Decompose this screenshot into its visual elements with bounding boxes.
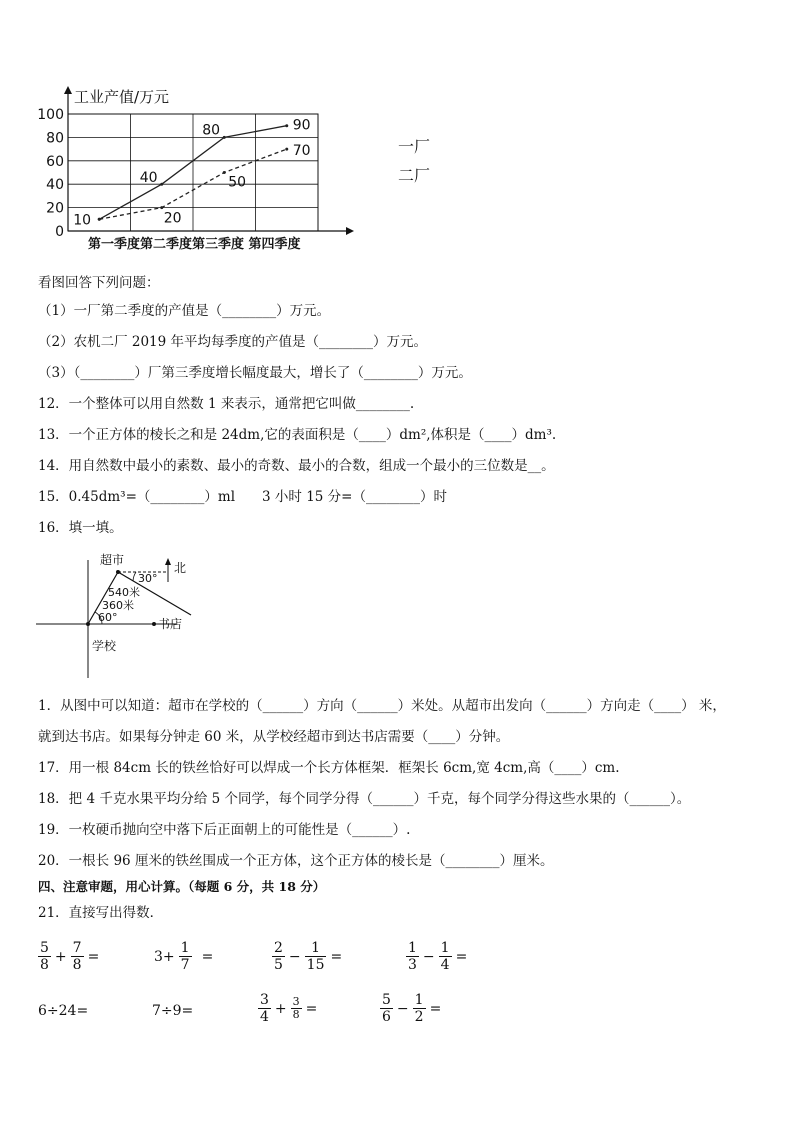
calc-expression-4: $\frac{1}{3}$ − $\frac{1}{4}$ = [408,940,468,973]
chart-point [285,124,288,127]
chart-point [98,218,101,221]
calc-expression-6: 7÷9= [152,1003,194,1019]
chart-x-category-labels: 第一季度第二季度第三季度 第四季度 [88,237,301,252]
chart-point [223,171,226,174]
direction-map [36,552,206,682]
question-intro: 看图回答下列问题： [38,275,160,291]
map-label-school: 学校 [92,639,117,653]
question-16: 16．填一填。 [38,520,123,536]
chart-data-label: 50 [228,174,247,191]
chart-ytick-label: 0 [55,224,64,240]
question-12: 12．一个整体可以用自然数 1 来表示，通常把它叫做________. [38,396,415,412]
fraction: $\frac{1}{2}$ [414,992,424,1025]
question-16-1-part-b: 就到达书店。如果每分钟走 60 米，从学校经超市到达书店需要（____）分钟。 [38,729,510,745]
chart-point [160,183,163,186]
fraction: $\frac{3}{8}$ [292,995,300,1021]
map-label-distance-540: 540米 [108,586,140,599]
question-19: 19．一枚硬币抛向空中落下后正面朝上的可能性是（______）. [38,822,411,838]
fraction: $\frac{1}{7}$ [180,940,190,973]
chart-ytick-label: 80 [46,130,64,147]
chart-point [285,148,288,151]
map-label-distance-360: 360米 [102,599,134,612]
map-label-bookstore: 书店 [158,617,183,631]
fraction: $\frac{5}{8}$ [40,940,49,973]
chart-data-label: 90 [292,117,311,134]
map-label-north: 北 [174,561,187,575]
calc-expression-7: $\frac{3}{4}$ + $\frac{3}{8}$ = [260,992,318,1025]
section-4-heading: 四、注意审题，用心计算。（每题 6 分，共 18 分） [38,879,326,894]
chart-data-label: 10 [73,212,92,229]
calc-expression-5: 6÷24= [38,1003,89,1019]
question-1-3: （3）（________）厂第三季度增长幅度最大，增长了（________）万元。 [38,365,472,381]
chart-ytick-label: 100 [37,107,64,123]
question-1-2: （2）农机二厂 2019 年平均每季度的产值是（________）万元。 [38,334,428,350]
chart-point [223,136,226,139]
calc-expression-2: 3+ $\frac{1}{7}$ = [154,940,214,973]
question-15: 15．0.45dm³=（________）ml 3 小时 15 分=（________）时 [38,489,447,505]
question-20: 20．一根长 96 厘米的铁丝围成一个正方体，这个正方体的棱长是（________）厘米。 [38,853,554,869]
chart-data-label: 80 [202,122,221,139]
fraction: $\frac{5}{6}$ [382,992,391,1025]
chart-y-axis-arrow [64,86,72,94]
fraction: $\frac{1}{3}$ [408,940,417,973]
chart-data-label: 20 [163,210,182,227]
fraction: $\frac{1}{15}$ [306,940,325,973]
chart-data-label: 40 [139,170,158,187]
map-label-angle-60: 60° [98,611,118,624]
map-label-angle-30: 30° [138,572,158,585]
fraction: $\frac{2}{5}$ [274,940,283,973]
chart-legend [398,136,458,186]
calc-expression-3: $\frac{2}{5}$ − $\frac{1}{15}$ = [274,940,343,973]
calc-expression-1: $\frac{5}{8}$ + $\frac{7}{8}$ = [40,940,100,973]
chart-ytick-label: 20 [46,200,64,217]
question-1-1: （1）一厂第二季度的产值是（________）万元。 [38,303,331,319]
question-21: 21．直接写出得数． [38,905,164,921]
question-14: 14．用自然数中最小的素数、最小的奇数、最小的合数，组成一个最小的三位数是__。 [38,458,555,474]
legend-label-factory1: 一厂 [398,137,431,156]
line-chart [30,84,410,254]
fraction: $\frac{1}{4}$ [440,940,450,973]
question-16-1-part-a: 1．从图中可以知道：超市在学校的（______）方向（______）米处。从超市出发向（______）方向走（____） 米， [38,698,726,714]
chart-ytick-label: 60 [46,153,64,170]
question-18: 18．把 4 千克水果平均分给 5 个同学，每个同学分得（______）千克，每个同学分得这些水果的（______）。 [38,791,691,807]
legend-label-factory2: 二厂 [398,166,431,185]
chart-x-axis-arrow [346,227,354,235]
chart-ytick-label: 40 [46,177,64,194]
chart-point [160,206,163,209]
calc-expression-8: $\frac{5}{6}$ − $\frac{1}{2}$ = [382,992,442,1025]
question-17: 17．用一根 84cm 长的铁丝恰好可以焊成一个长方体框架．框架长 6cm,宽 4cm,高（____）cm. [38,760,620,776]
map-label-supermarket: 超市 [100,553,125,567]
fraction: $\frac{7}{8}$ [72,940,82,973]
fraction: $\frac{3}{4}$ [260,992,269,1025]
chart-y-axis-label: 工业产值/万元 [74,88,170,106]
question-13: 13．一个正方体的棱长之和是 24dm,它的表面积是（____）dm²,体积是（____）dm³. [38,427,557,443]
chart-data-label: 70 [292,143,311,160]
